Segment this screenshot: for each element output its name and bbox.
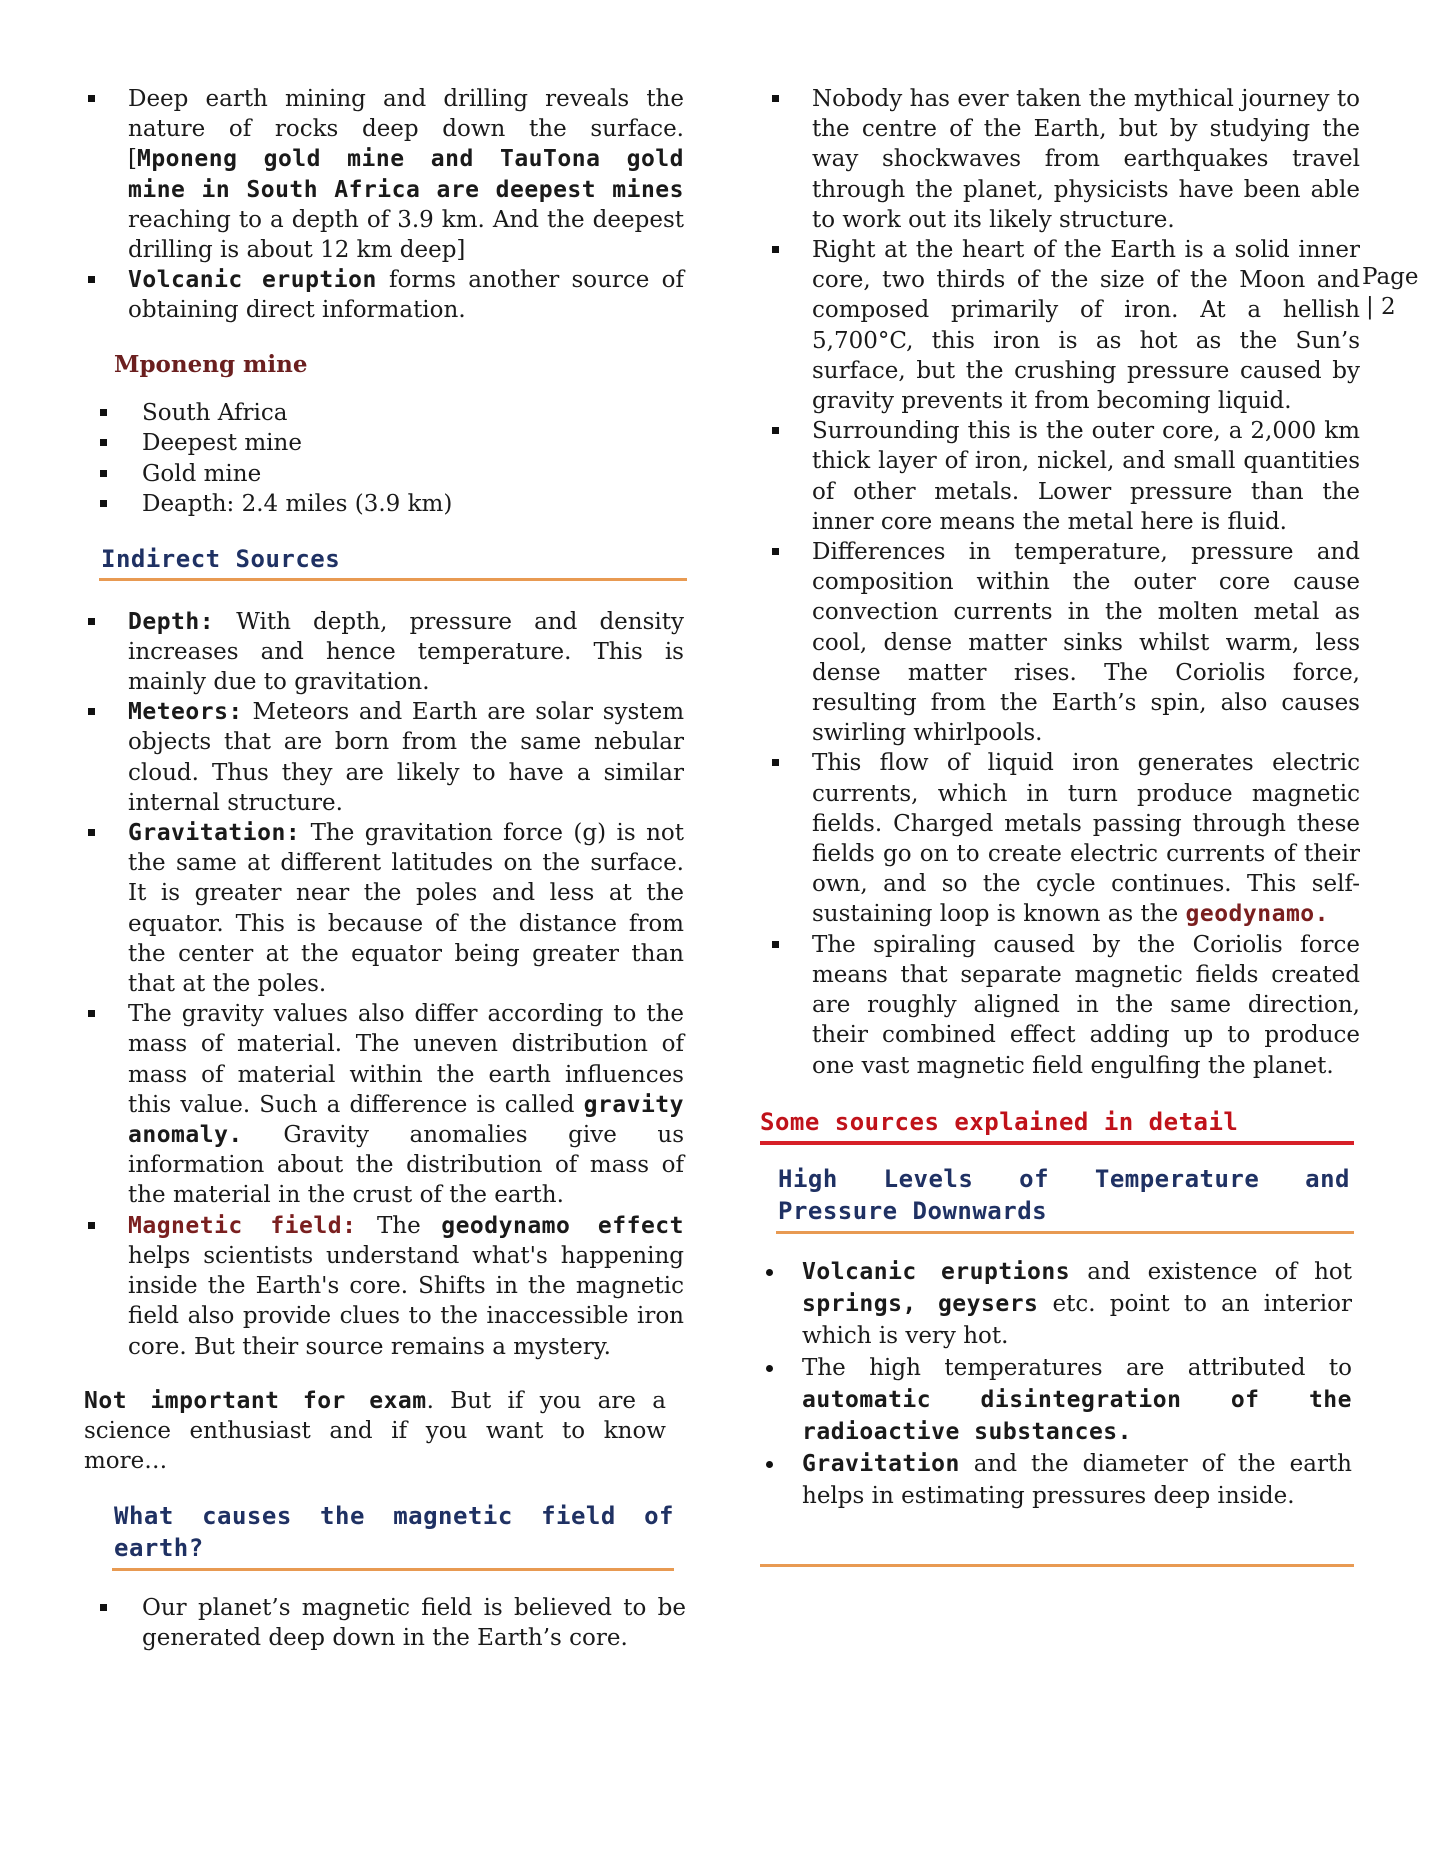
heading-underline [99, 578, 687, 581]
page-number: Page | 2 [1362, 264, 1419, 320]
mponeng-heading: Mponeng mine [114, 350, 308, 378]
bold-text: Meteors: [128, 699, 243, 726]
right-column [760, 84, 1360, 1567]
list-item: Volcanic eruption forms another source of obtaining direct information. [84, 265, 684, 325]
list-item: The high temperatures are attributed to automatic disintegration of the radioactive substances. [760, 1352, 1352, 1448]
temperature-pressure-list [760, 1256, 1352, 1512]
note-paragraph: Not important for exam. But if you are a science enthusiast and if you want to know more… [84, 1387, 666, 1474]
bold-text: automatic disintegration of the radioactive substances. [802, 1386, 1352, 1445]
magnetic-explanation-list [768, 84, 1360, 1081]
list-item: Meteors: Meteors and Earth are solar system objects that are born from the same nebular cloud. Thus they are likely to have a similar internal structure. [84, 697, 684, 818]
indirect-sources-list [84, 607, 684, 1362]
bold-text: Gravitation [802, 1450, 960, 1477]
indirect-sources-heading: Indirect Sources [101, 544, 341, 573]
bold-text: Volcanic eruption [128, 267, 377, 294]
heading-underline [776, 1231, 1354, 1234]
list-item: This flow of liquid iron generates electric currents, which in turn produce magnetic fields. Charged metals passing through these fields go on to create electric currents of their own, and so the cycle continues. This self-sustaining loop is known as the geodynamo. [768, 748, 1360, 929]
bold-text: gravity anomaly. [128, 1091, 684, 1149]
list-item: The gravity values also differ according to the mass of material. The uneven distribution of mass of material within the earth influences this value. Such a difference is called gravity anomaly. Gravity anomalies give us information about the distribution of mass of the material in the crust of the earth. [84, 999, 684, 1210]
bold-text: Not important for exam [84, 1387, 427, 1414]
magnetic-field-list [100, 1593, 686, 1653]
heading-underline [112, 1568, 674, 1571]
list-item: South Africa [100, 398, 684, 429]
bold-text: Volcanic eruptions [802, 1258, 1071, 1285]
bold-text: Gravitation: [128, 820, 301, 847]
magnetic-field-heading: What causes the magnetic field of earth? [114, 1501, 674, 1562]
list-item: The spiraling caused by the Coriolis force means that separate magnetic fields created are roughly aligned in the same direction, their combined effect adding up to produce one vast magnetic field engulfing the planet. [768, 930, 1360, 1081]
left-column [84, 84, 684, 1653]
bold-text: Mponeng gold mine and TauTona gold mine in South Africa are deepest mines [128, 146, 684, 203]
list-item: Surrounding this is the outer core, a 2,000 km thick layer of iron, nickel, and small quantities of other metals. Lower pressure than the inner core means the metal here is fluid. [768, 416, 1360, 537]
list-item: Magnetic field: The geodynamo effect helps scientists understand what's happening inside the Earth's core. Shifts in the magnetic field also provide clues to the inaccessible iron core. But their source remains a mystery. [84, 1211, 684, 1362]
list-item: Gold mine [100, 459, 684, 490]
list-item: Deapth: 2.4 miles (3.9 km) [100, 489, 684, 520]
list-item: Differences in temperature, pressure and composition within the outer core cause convection currents in the molten metal as cool, dense matter sinks whilst warm, less dense matter rises. The Coriolis force, resulting from the Earth’s spin, also causes swirling whirlpools. [768, 537, 1360, 748]
bold-text: geodynamo effect [441, 1212, 684, 1239]
list-item: Depth: With depth, pressure and density increases and hence temperature. This is mainly due to gravitation. [84, 607, 684, 698]
list-item: Deepest mine [100, 428, 684, 459]
direct-sources-list [84, 84, 684, 326]
list-item: Deep earth mining and drilling reveals the nature of rocks deep down the surface. [Mponeng gold mine and TauTona gold mine in South Africa are deepest mines reaching to a depth of 3.9 km. And the deepest drilling is about 12 km deep] [84, 84, 684, 265]
list-item: Gravitation: The gravitation force (g) is not the same at different latitudes on the surface. It is greater near the poles and less at the equator. This is because of the distance from the center at the equator being greater than that at the poles. [84, 818, 684, 999]
section-end-rule [760, 1564, 1354, 1567]
list-item: Gravitation and the diameter of the earth helps in estimating pressures deep inside. [760, 1448, 1352, 1512]
temperature-pressure-heading: High Levels of Temperature and Pressure Downwards [778, 1164, 1350, 1225]
bold-text: geodynamo. [1185, 901, 1329, 928]
list-item: Volcanic eruptions and existence of hot springs, geysers etc. point to an interior which is very hot. [760, 1256, 1352, 1352]
bold-text: Magnetic field: [128, 1212, 357, 1239]
bold-text: Depth: [128, 608, 215, 635]
bold-text: springs, geysers [802, 1290, 1039, 1317]
mponeng-list [100, 398, 684, 520]
list-item: Right at the heart of the Earth is a solid inner core, two thirds of the size of the Moon and composed primarily of iron. At a hellish 5,700°C, this iron is as hot as the Sun’s surface, but the crushing pressure caused by gravity prevents it from becoming liquid. [768, 235, 1360, 416]
sources-detail-heading: Some sources explained in detail [760, 1107, 1239, 1136]
heading-underline [760, 1141, 1354, 1145]
list-item: Nobody has ever taken the mythical journey to the centre of the Earth, but by studying the way shockwaves from earthquakes travel through the planet, physicists have been able to work out its likely structure. [768, 84, 1360, 235]
list-item: Our planet’s magnetic field is believed to be generated deep down in the Earth’s core. [100, 1593, 686, 1653]
